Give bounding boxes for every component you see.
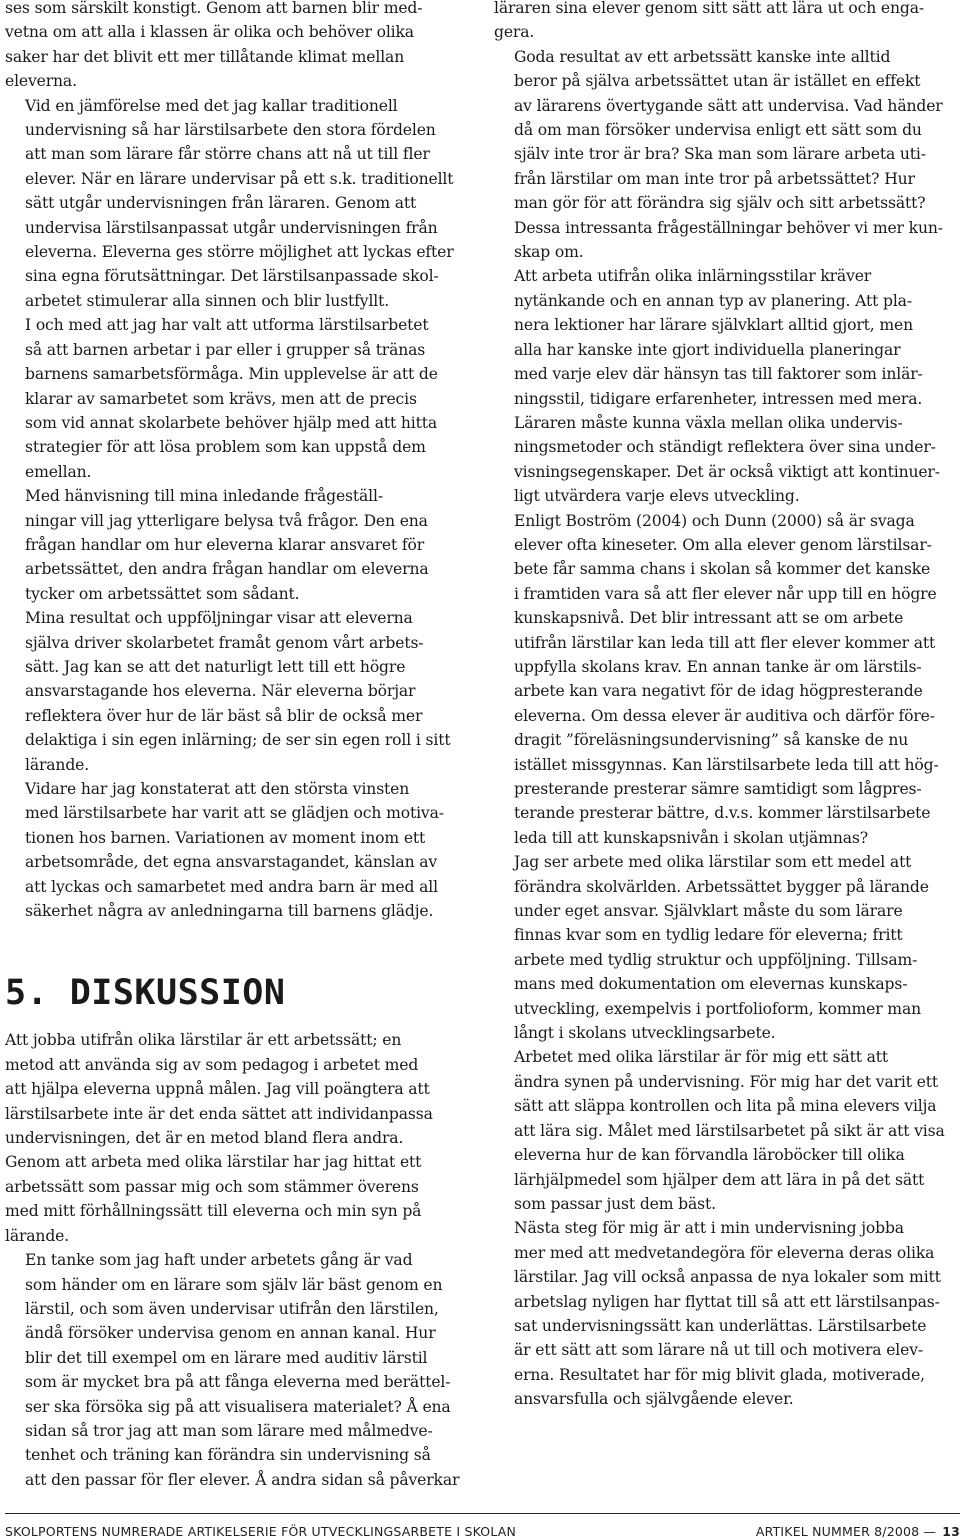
- text-line: reflektera över hur de lär bäst så blir de också mer: [25, 706, 423, 725]
- paragraph: [5, 606, 472, 777]
- text-line: uppfylla skolans krav. En annan tanke är om lärstils-: [514, 657, 922, 676]
- text-line: metod att använda sig av som pedagog i arbetet med: [5, 1055, 419, 1074]
- footer-series-title: SKOLPORTENS NUMRERADE ARTIKELSERIE FÖR UTVECKLINGSARBETE I SKOLAN: [5, 1524, 517, 1539]
- text-line: av lärarens övertygande sätt att undervisa. Vad händer: [514, 96, 943, 115]
- text-line: själv inte tror är bra? Ska man som lärare arbeta uti-: [514, 145, 926, 164]
- text-line: Goda resultat av ett arbetssätt kanske inte alltid: [514, 47, 891, 66]
- text-line: emellan.: [25, 462, 92, 481]
- text-line: elever ofta kineseter. Om alla elever genom lärstilsar-: [514, 535, 932, 554]
- paragraph: [494, 509, 960, 851]
- text-line: Att jobba utifrån olika lärstilar är ett arbetssätt; en: [5, 1031, 402, 1050]
- text-line: gera.: [494, 23, 535, 42]
- text-line: ansvarsfulla och självgående elever.: [514, 1390, 794, 1409]
- text-line: beror på själva arbetssättet utan är istället en effekt: [514, 72, 921, 91]
- text-line: barnens samarbetsförmåga. Min upplevelse är att de: [25, 365, 438, 384]
- text-line: klarar av samarbetet som krävs, men att de precis: [25, 389, 417, 408]
- text-line: arbete med tydlig struktur och uppföljning. Tillsam-: [514, 950, 918, 969]
- footer-article-number: ARTIKEL NUMMER 8/2008 —: [755, 1524, 937, 1539]
- text-line: Vid en jämförelse med det jag kallar traditionell: [25, 96, 398, 115]
- text-line: alla har kanske inte gjort individuella planeringar: [514, 340, 901, 359]
- text-line: ses som särskilt konstigt. Genom att barnen blir med-: [5, 0, 423, 17]
- text-line: att den passar för fler elever. Å andra sidan så påverkar: [25, 1470, 460, 1489]
- text-line: under eget ansvar. Självklart måste du som lärare: [514, 902, 903, 921]
- text-line: ser ska försöka sig på att visualisera materialet? Å ena: [25, 1397, 451, 1416]
- text-line: mans med dokumentation om elevernas kunskaps-: [514, 975, 908, 994]
- text-line: utifrån lärstilar kan leda till att fler elever kommer att: [514, 633, 936, 652]
- text-line: utveckling, exempelvis i portfolioform, kommer man: [514, 999, 921, 1018]
- paragraph: [5, 777, 472, 923]
- text-line: Jag ser arbete med olika lärstilar som ett medel att: [514, 853, 912, 872]
- left-paragraphs-before: [5, 0, 472, 923]
- text-line: presterande presterar sämre samtidigt som lågpres-: [514, 780, 922, 798]
- text-line: man gör för att förändra sig själv och sitt arbetssätt?: [514, 194, 926, 213]
- text-line: nera lektioner har lärare självklart alltid gjort, men: [514, 316, 913, 335]
- text-line: Genom att arbeta med olika lärstilar har jag hittat ett: [5, 1153, 422, 1172]
- paragraph: [5, 313, 472, 484]
- text-line: dragit ”föreläsningsundervisning” så kanske de nu: [514, 731, 909, 750]
- text-line: som är mycket bra på att fånga eleverna med berättel-: [25, 1373, 451, 1392]
- paragraph: [494, 850, 960, 1045]
- text-line: är ett sätt att som lärare nå ut till och motivera elev-: [514, 1341, 923, 1360]
- text-line: strategier för att lösa problem som kan uppstå dem: [25, 438, 426, 457]
- text-line: ligt utvärdera varje elevs utveckling.: [514, 487, 800, 506]
- text-line: undervisa lärstilsanpassat utgår undervisningen från: [25, 218, 438, 237]
- right-column: [494, 0, 960, 1412]
- paragraph: [494, 1216, 960, 1411]
- text-line: visningsegenskaper. Det är också viktigt att kontinuer-: [514, 462, 940, 481]
- text-line: sätt utgår undervisningen från läraren. Genom att: [25, 194, 417, 213]
- left-column: [5, 0, 472, 1492]
- footer-article-info: [756, 1524, 960, 1539]
- text-line: ningar vill jag ytterligare belysa två frågor. Den ena: [25, 511, 428, 530]
- text-line: skap om.: [514, 243, 584, 262]
- text-line: I och med att jag har valt att utforma lärstilsarbetet: [25, 316, 429, 335]
- text-line: blir det till exempel om en lärare med auditiv lärstil: [25, 1348, 428, 1367]
- text-line: ändra synen på undervisning. För mig har det varit ett: [514, 1072, 938, 1091]
- text-line: Vidare har jag konstaterat att den största vinsten: [25, 780, 410, 798]
- text-line: lärande.: [25, 755, 90, 774]
- text-line: vetna om att alla i klassen är olika och behöver olika: [5, 23, 414, 42]
- text-line: Dessa intressanta frågeställningar behöver vi mer kun-: [514, 218, 943, 237]
- text-line: arbetslag nyligen har flyttat till så att ett lärstilsanpas-: [514, 1292, 940, 1311]
- text-line: undervisningen, det är en metod bland flera andra.: [5, 1129, 404, 1148]
- paragraph: [5, 1248, 472, 1492]
- text-line: eleverna. Eleverna ges större möjlighet att lyckas efter: [25, 243, 454, 262]
- text-line: arbetssättet, den andra frågan handlar om eleverna: [25, 560, 429, 579]
- text-line: ningsmetoder och ständigt reflektera över sina under-: [514, 438, 936, 457]
- text-line: lärstilar. Jag vill också anpassa de nya lokaler som mitt: [514, 1268, 941, 1287]
- text-line: sätt. Jag kan se att det naturligt lett till ett högre: [25, 657, 406, 676]
- text-line: ningsstil, tidigare erfarenheter, intressen med mera.: [514, 389, 923, 408]
- paragraph: [5, 0, 472, 94]
- footer-rule: [5, 1513, 960, 1514]
- text-line: saker har det blivit ett mer tillåtande klimat mellan: [5, 47, 405, 66]
- text-line: så att barnen arbetar i par eller i grupper så tränas: [25, 340, 426, 359]
- text-line: säkerhet några av anledningarna till barnens glädje.: [25, 902, 434, 921]
- text-line: att hjälpa eleverna uppnå målen. Jag vill poängtera att: [5, 1080, 430, 1099]
- text-line: som vid annat skolarbete behöver hjälp med att hitta: [25, 413, 438, 432]
- text-line: tionen hos barnen. Variationen av moment inom ett: [25, 828, 426, 847]
- paragraph: [494, 0, 960, 45]
- paragraph: [494, 264, 960, 508]
- text-line: sidan så tror jag att man som lärare med målmedve-: [25, 1421, 433, 1440]
- text-line: långt i skolans utvecklingsarbete.: [514, 1024, 776, 1043]
- text-line: att man som lärare får större chans att nå ut till fler: [25, 145, 430, 164]
- text-line: i framtiden vara så att fler elever når upp till en högre: [514, 584, 937, 603]
- text-line: förändra skolvärlden. Arbetssättet bygger på lärande: [514, 877, 929, 896]
- text-line: lärhjälpmedel som hjälper dem att lära in på det sätt: [514, 1170, 925, 1189]
- text-line: då om man försöker undervisa enligt ett sätt som du: [514, 121, 922, 140]
- text-line: med mitt förhållningssätt till eleverna och min syn på: [5, 1202, 422, 1221]
- paragraph: [5, 484, 472, 606]
- text-line: kunskapsnivå. Det blir intressant att se om arbete: [514, 609, 904, 628]
- right-paragraphs: [494, 0, 960, 1412]
- paragraph: [494, 45, 960, 265]
- text-line: Läraren måste kunna växla mellan olika undervis-: [514, 413, 903, 432]
- text-line: som händer om en lärare som själv lär bäst genom en: [25, 1275, 443, 1294]
- text-line: sina egna förutsättningar. Det lärstilsanpassade skol-: [25, 267, 439, 286]
- text-line: sat undervisningssätt kan underlättas. Lärstilsarbete: [514, 1316, 927, 1335]
- text-line: Arbetet med olika lärstilar är för mig ett sätt att: [514, 1048, 889, 1067]
- text-line: eleverna. Om dessa elever är auditiva och därför före-: [514, 706, 935, 725]
- paragraph: [5, 94, 472, 314]
- text-line: istället missgynnas. Kan lärstilsarbete leda till att hög-: [514, 755, 939, 774]
- text-line: erna. Resultatet har för mig blivit glada, motiverade,: [514, 1365, 925, 1384]
- text-line: att lära sig. Målet med lärstilsarbetet på sikt är att visa: [514, 1121, 945, 1140]
- text-line: arbete kan vara negativt för de idag högpresterande: [514, 682, 923, 701]
- text-line: leda till att kunskapsnivån i skolan utjämnas?: [514, 828, 868, 847]
- text-line: ändå försöker undervisa genom en annan kanal. Hur: [25, 1324, 436, 1343]
- text-line: bete får samma chans i skolan så kommer det kanske: [514, 560, 931, 579]
- text-line: Mina resultat och uppföljningar visar att eleverna: [25, 609, 413, 628]
- section-heading: 5. DISKUSSION: [5, 973, 286, 1014]
- text-line: med varje elev där hänsyn tas till faktorer som inlär-: [514, 365, 923, 384]
- text-line: delaktiga i sin egen inlärning; de ser sin egen roll i sitt: [25, 731, 451, 750]
- text-line: En tanke som jag haft under arbetets gång är vad: [25, 1251, 413, 1270]
- text-line: undervisning så har lärstilsarbete den stora fördelen: [25, 121, 436, 140]
- text-line: lärande.: [5, 1226, 70, 1245]
- text-line: Med hänvisning till mina inledande frågeställ-: [25, 487, 383, 506]
- text-line: frågan handlar om hur eleverna klarar ansvaret för: [25, 535, 425, 554]
- text-line: arbetsområde, det egna ansvarstagandet, känslan av: [25, 853, 438, 872]
- text-line: arbetssätt som passar mig och som stämmer överens: [5, 1177, 419, 1196]
- text-line: elever. När en lärare undervisar på ett s.k. traditionellt: [25, 169, 454, 188]
- text-line: lärstil, och som även undervisar utifrån den lärstilen,: [25, 1299, 439, 1318]
- left-paragraphs-after: [5, 1028, 472, 1492]
- text-line: Enligt Boström (2004) och Dunn (2000) så är svaga: [514, 511, 915, 530]
- text-line: eleverna.: [5, 72, 77, 91]
- paragraph: [5, 1028, 472, 1248]
- text-line: arbetet stimulerar alla sinnen och blir lustfyllt.: [25, 291, 390, 310]
- paragraph: [494, 1045, 960, 1216]
- text-line: eleverna hur de kan förvandla läroböcker till olika: [514, 1146, 905, 1165]
- text-line: nytänkande och en annan typ av planering. Att pla-: [514, 291, 912, 310]
- text-line: sätt att släppa kontrollen och lita på mina elevers vilja: [514, 1097, 937, 1116]
- page-number: 13: [942, 1524, 960, 1539]
- text-line: mer med att medvetandegöra för eleverna deras olika: [514, 1243, 935, 1262]
- text-line: som passar just dem bäst.: [514, 1194, 716, 1213]
- text-line: lärstilsarbete inte är det enda sättet att individanpassa: [5, 1104, 433, 1123]
- text-line: med lärstilsarbete har varit att se glädjen och motiva-: [25, 804, 444, 823]
- text-line: från lärstilar om man inte tror på arbetssättet? Hur: [514, 169, 915, 188]
- text-line: läraren sina elever genom sitt sätt att lära ut och enga-: [494, 0, 924, 17]
- text-line: tycker om arbetssättet som sådant.: [25, 584, 300, 603]
- text-line: att lyckas och samarbetet med andra barn är med all: [25, 877, 438, 896]
- text-line: finnas kvar som en tydlig ledare för eleverna; fritt: [514, 926, 903, 945]
- text-line: Nästa steg för mig är att i min undervisning jobba: [514, 1219, 904, 1238]
- text-line: själva driver skolarbetet framåt genom vårt arbets-: [25, 633, 424, 652]
- text-line: terande presterar bättre, d.v.s. kommer lärstilsarbete: [514, 804, 931, 823]
- text-line: ansvarstagande hos eleverna. När eleverna börjar: [25, 682, 416, 701]
- text-line: Att arbeta utifrån olika inlärningsstilar kräver: [514, 267, 872, 286]
- text-line: tenhet och träning kan förändra sin undervisning så: [25, 1446, 431, 1465]
